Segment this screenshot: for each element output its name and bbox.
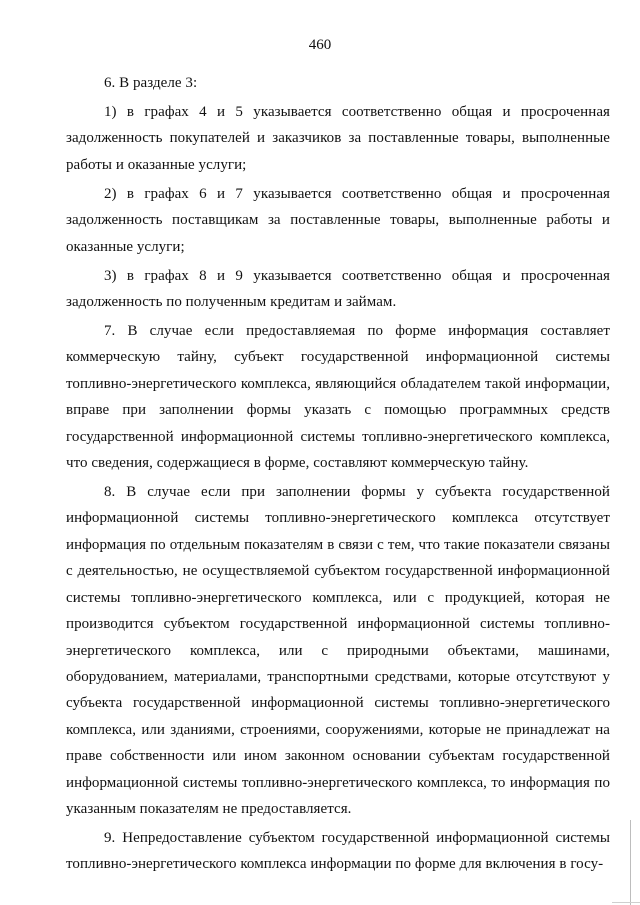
paragraph-item-3: 3) в графах 8 и 9 указывается соответственно общая и просроченная задолженность по полученным кредитам и займам. <box>66 267 610 311</box>
document-body <box>66 70 610 878</box>
paragraph-section-3-heading: 6. В разделе 3: <box>104 75 198 91</box>
paragraph-item-1: 1) в графах 4 и 5 указывается соответственно общая и просроченная задолженность покупателей и заказчиков за поставленные товары, выполненные работы и оказанные услуги; <box>66 104 610 173</box>
page-number: 460 <box>308 37 332 53</box>
scan-edge-line <box>630 820 631 905</box>
paragraph-9: 9. Непредоставление субъектом государственной информационной системы топливно-энергетического комплекса информации по форме для включения в госу- <box>66 829 610 873</box>
paragraph-7: 7. В случае если предоставляемая по форме информация составляет коммерческую тайну, субъект государственной информационной системы топливно-энергетического комплекса, являющийся обладателем такой информации, вправе при заполнении формы указать с помощью программных средств государственной информационной системы топливно-энергетического комплекса, что сведения, содержащиеся в форме, составляют коммерческую тайну. <box>66 323 610 472</box>
scan-edge-bottom <box>612 902 640 903</box>
paragraph-8: 8. В случае если при заполнении формы у субъекта государственной информационной системы топливно-энергетического комплекса отсутствует информация по отдельным показателям в связи с тем, что такие показатели связаны с деятельностью, не осуществляемой субъектом государственной информационной системы топливно-энергетического комплекса, или с продукцией, которая не производится субъектом государственной информационной системы топливно-энергетического комплекса, или с природными объектами, машинами, оборудованием, материалами, транспортными средствами, которые отсутствуют у субъекта государственной информационной системы топливно-энергетического комплекса, или зданиями, строениями, сооружениями, которые не принадлежат на праве собственности или ином законном основании субъектам государственной информационной системы топливно-энергетического комплекса, то информация по указанным показателям не предоставляется. <box>66 484 610 817</box>
paragraph-item-2: 2) в графах 6 и 7 указывается соответственно общая и просроченная задолженность поставщикам за поставленные товары, выполненные работы и оказанные услуги; <box>66 185 610 255</box>
